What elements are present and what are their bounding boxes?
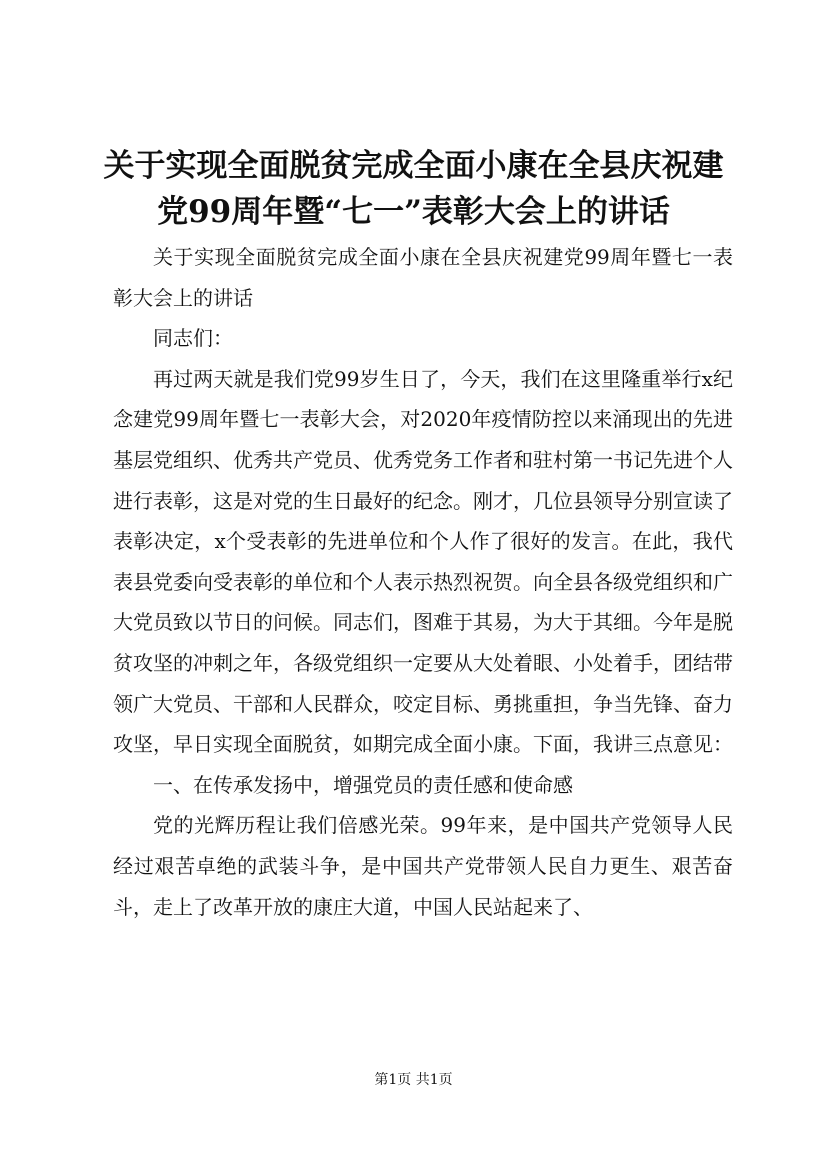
document-title-line-1: 关于实现全面脱贫完成全面小康在全县庆祝建 (103, 148, 724, 184)
intro-paragraph: 再过两天就是我们党99岁生日了，今天，我们在这里隆重举行x纪念建党99周年暨七一表彰大会，对2020年疫情防控以来涌现出的先进基层党组织、优秀共产党员、优秀党务工作者和驻村第一书记先进个人进行表彰，这是对党的生日最好的纪念。刚才，几位县领导分别宣读了表彰决定，x个受表彰的先进单位和个人作了很好的发言。在此，我代表县党委向受表彰的单位和个人表示热烈祝贺。向全县各级党组织和广大党员致以节日的问候。同志们，图难于其易，为大于其细。今年是脱贫攻坚的冲刺之年，各级党组织一定要从大处着眼、小处着手，团结带领广大党员、干部和人民群众，咬定目标、勇挑重担，争当先锋、奋力攻坚，早日实现全面脱贫，如期完成全面小康。下面，我讲三点意见： (113, 366, 733, 757)
document-body (113, 237, 733, 927)
subtitle-paragraph: 关于实现全面脱贫完成全面小康在全县庆祝建党99周年暨七一表彰大会上的讲话 (113, 245, 733, 310)
section-paragraph: 党的光辉历程让我们倍感光荣。99年来，是中国共产党领导人民经过艰苦卓绝的武装斗争，是中国共产党带领人民自力更生、艰苦奋斗，走上了改革开放的康庄大道，中国人民站起来了、 (113, 813, 733, 919)
document-title-line-2: 党99周年暨“七一”表彰大会上的讲话 (157, 194, 670, 230)
salutation-paragraph: 同志们： (153, 326, 233, 351)
section-heading: 一、在传承发扬中，增强党员的责任感和使命感 (153, 772, 573, 797)
page-footer: 第1页 共1页 (374, 1072, 453, 1088)
